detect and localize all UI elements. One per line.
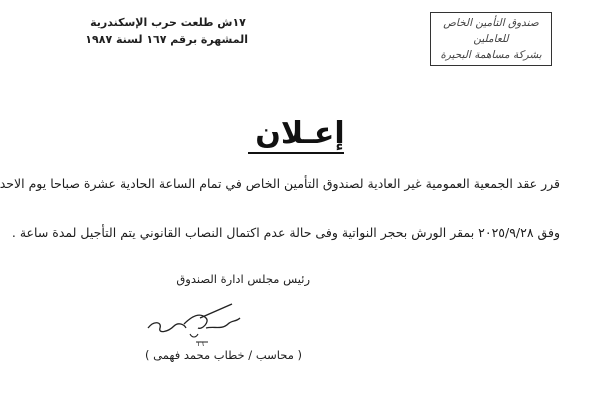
title-underline	[248, 152, 344, 154]
signer-name: ( محاسب / خطاب محمد فهمى )	[145, 348, 302, 362]
address-stamp	[85, 14, 248, 48]
fund-stamp	[430, 12, 552, 66]
svg-text:١٦: ١٦	[196, 340, 204, 348]
address-stamp-line-2: المشهرة برقم ١٦٧ لسنة ١٩٨٧	[85, 33, 248, 46]
fund-stamp-line-1: صندوق التأمين الخاص	[443, 17, 539, 29]
announcement-line-2: وفق ٢٠٢٥/٩/٢٨ بمقر الورش بحجر النواتية وفى حالة عدم اكتمال النصاب القانوني يتم التأجيل لمدة ساعة .	[11, 225, 560, 240]
fund-stamp-line-2: للعاملين	[473, 33, 509, 45]
handwritten-signature	[140, 298, 250, 348]
signer-title: رئيس مجلس ادارة الصندوق	[176, 272, 310, 286]
announcement-line-1: قرر عقد الجمعية العمومية غير العادية لصندوق التأمين الخاص في تمام الساعة الحادية عشرة صباحا يوم الاحد	[0, 176, 560, 191]
address-stamp-line-1: ١٧ش طلعت حرب الإسكندرية	[90, 16, 246, 29]
fund-stamp-line-3: بشركة مساهمة البحيرة	[440, 49, 542, 61]
announcement-title: إعـلان	[255, 116, 345, 151]
